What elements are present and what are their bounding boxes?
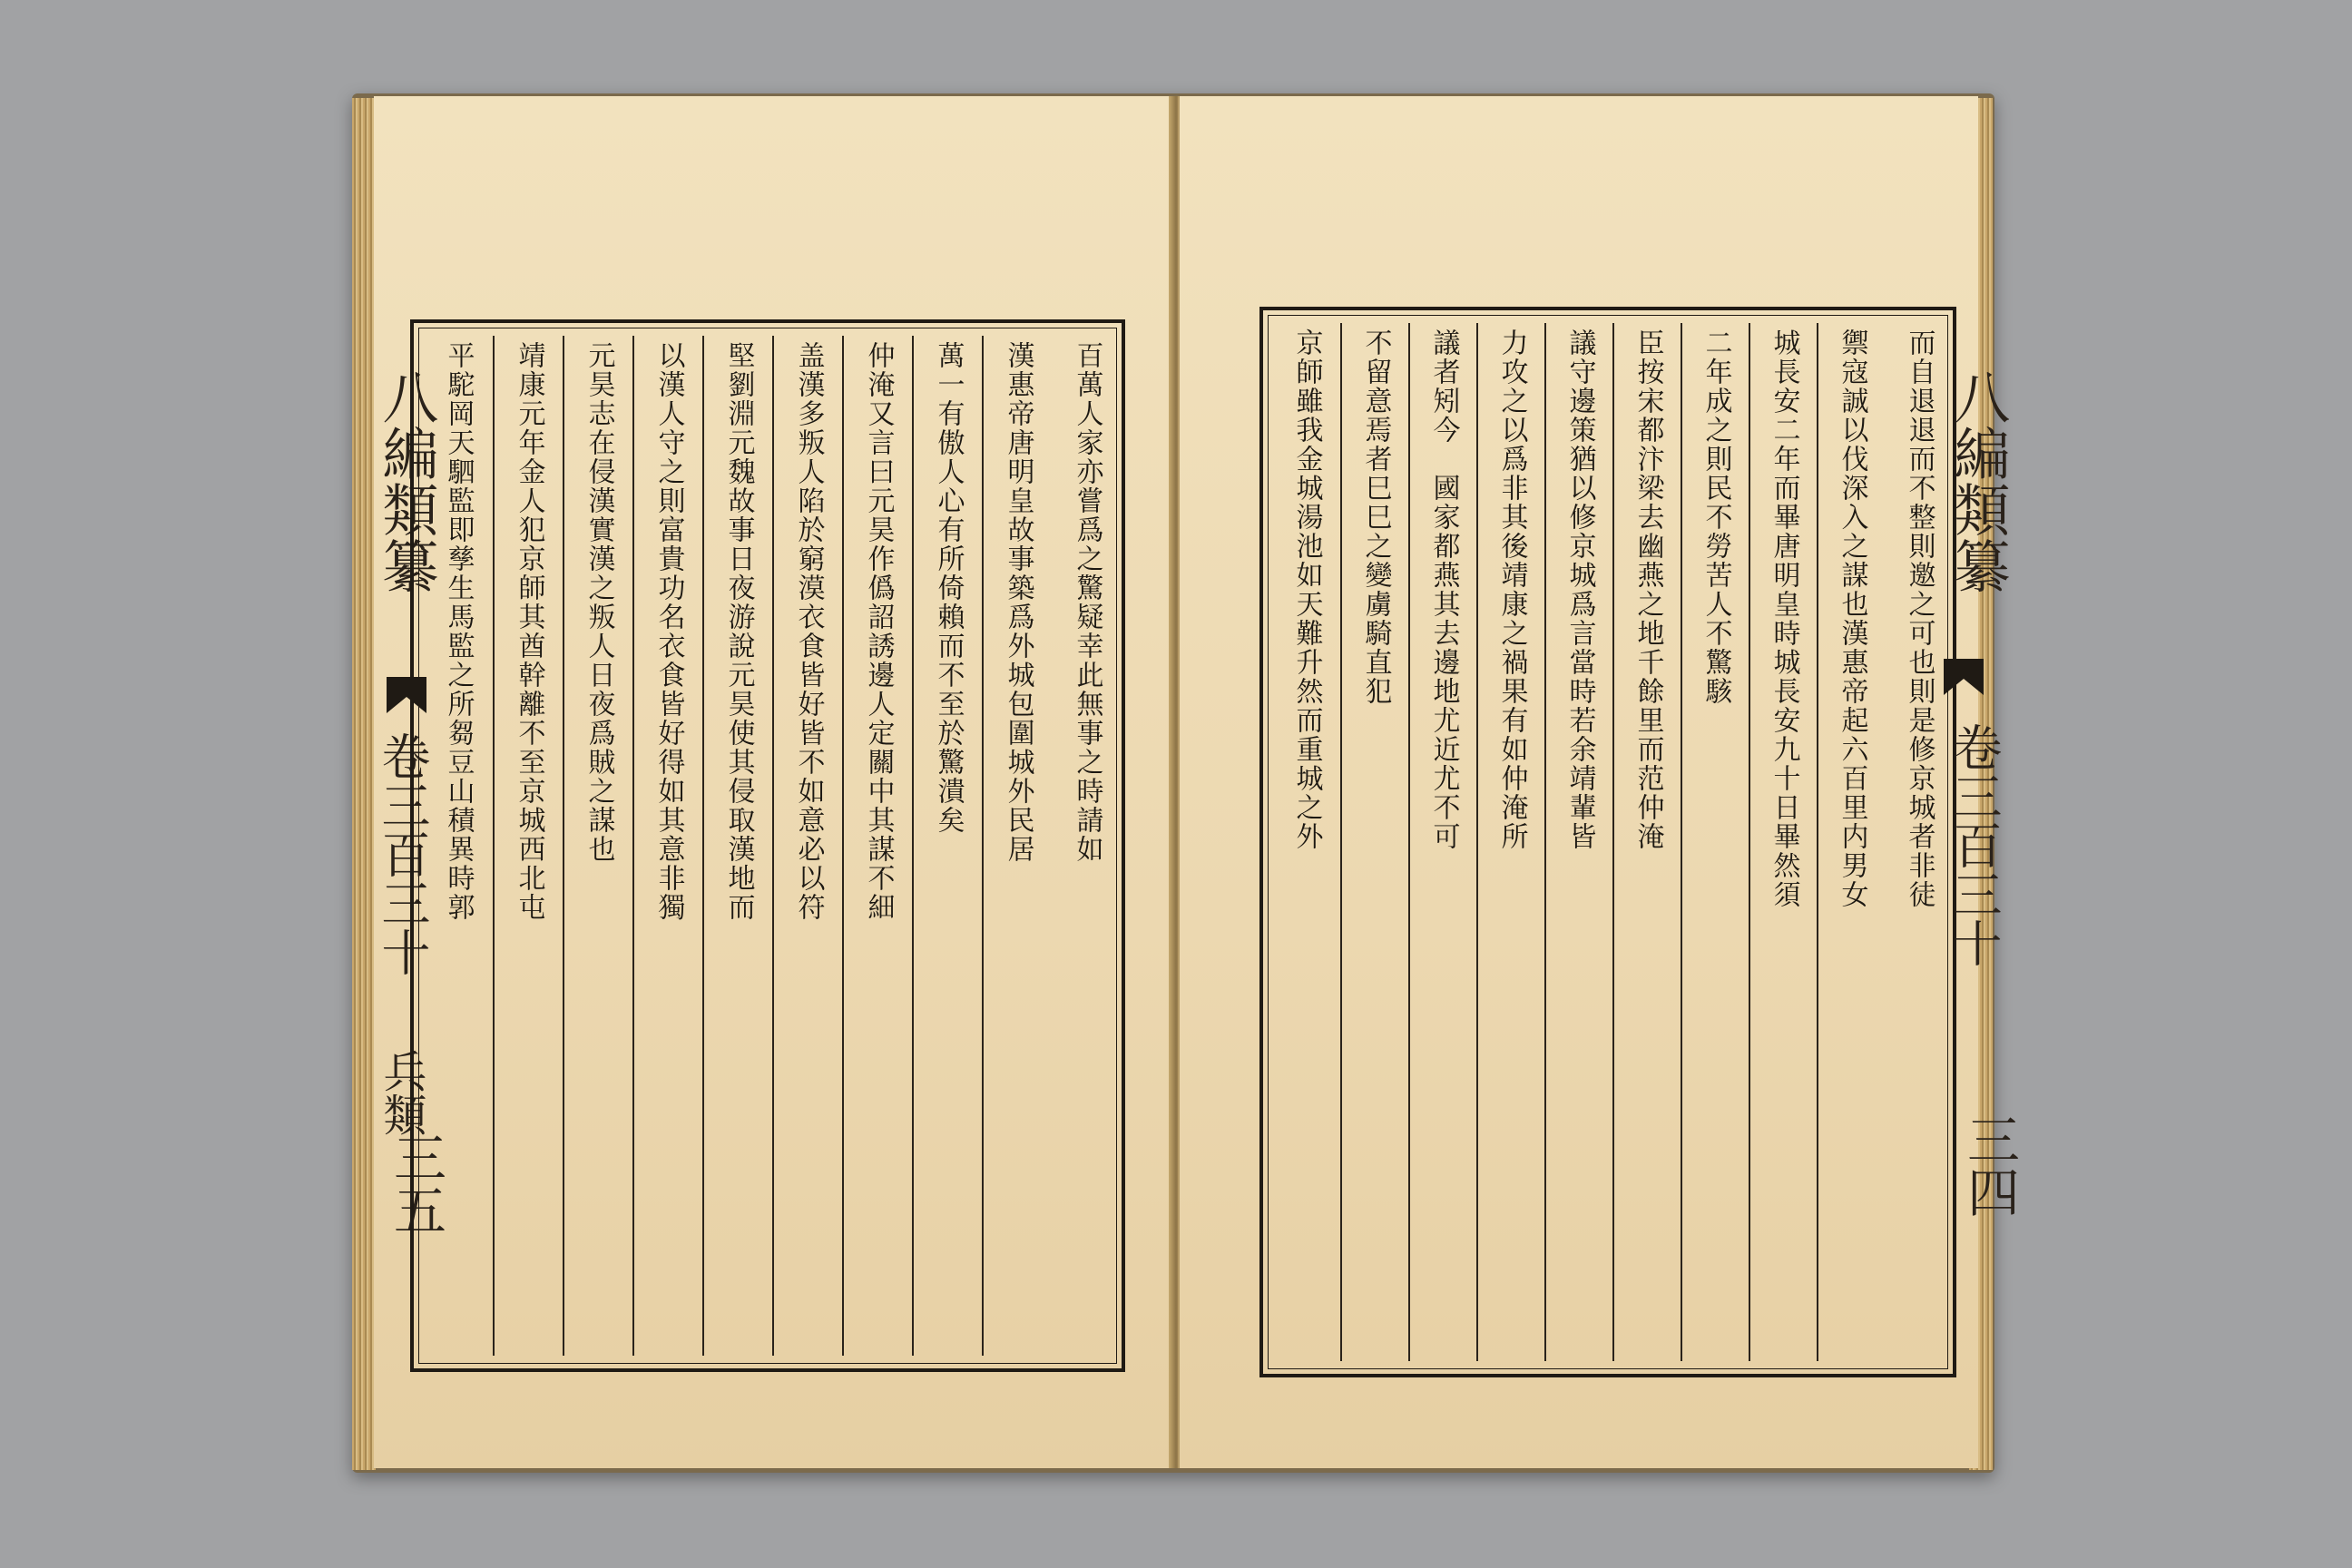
column-text: 二年成之則民不勞苦人不驚駭 [1700,328,1732,706]
text-column [563,336,632,1356]
column-text: 議守邊策猶以修京城爲言當時若余靖輩皆 [1563,328,1596,851]
text-column [702,336,772,1356]
text-column [1817,323,1885,1361]
column-text: 堅劉淵元魏故事日夜游說元昊使其侵取漢地而 [722,341,755,922]
text-column [1544,323,1612,1361]
column-text: 漢惠帝唐明皇故事築爲外城包圍城外民居 [1002,341,1034,864]
right-text-frame [1259,307,1956,1377]
left-margin-title: 八編類纂 [373,368,439,593]
text-column [1885,323,1953,1361]
column-text: 不留意焉者巳巳之變虜騎直犯 [1359,328,1392,706]
column-text: 萬一有傲人心有所倚賴而不至於驚潰矣 [932,341,965,835]
text-column [493,336,563,1356]
left-text-frame [410,319,1125,1372]
text-column [982,336,1052,1356]
column-text: 盖漢多叛人陷於窮漠衣食皆好皆不如意必以符 [792,341,825,922]
column-text: 以漢人守之則富貴功名衣食皆好得如其意非獨 [652,341,685,922]
text-column [1052,336,1122,1356]
text-column [1408,323,1476,1361]
right-folio: 三四 [1958,1112,2020,1218]
right-margin-volume: 卷三百三十 [1945,722,2003,967]
column-text: 臣按宋都汴梁去幽燕之地千餘里而范仲淹 [1632,328,1664,851]
fish-tail-mark [1944,659,1984,695]
column-text: 百萬人家亦嘗爲之驚疑幸此無事之時請如 [1071,341,1103,864]
text-column [1749,323,1817,1361]
text-column [1340,323,1408,1361]
text-column [842,336,912,1356]
column-text: 平駝岡天駟監即孳生馬監之所芻豆山積異時郭 [442,341,475,922]
text-column [1681,323,1749,1361]
column-text: 禦寇誠以伐深入之謀也漢惠帝起六百里内男女 [1836,328,1868,909]
text-column [1476,323,1544,1361]
column-text: 元昊志在侵漢實漢之叛人日夜爲賊之謀也 [583,341,615,864]
left-folio: 三五 [385,1131,446,1236]
text-column [1612,323,1681,1361]
text-column [632,336,702,1356]
left-margin-category: 兵類 [376,1049,426,1136]
column-text: 議者矧今 國家都燕其去邊地尤近尤不可 [1427,328,1460,851]
column-text: 仲淹又言曰元昊作僞詔誘邊人定關中其謀不細 [862,341,895,922]
text-column [1272,323,1340,1361]
text-column [423,336,493,1356]
right-page [1178,96,2020,1468]
column-text: 靖康元年金人犯京師其酋幹離不至京城西北屯 [513,341,545,922]
column-text: 力攻之以爲非其後靖康之禍果有如仲淹所 [1495,328,1528,851]
right-margin-title: 八編類纂 [1945,368,2011,593]
left-page-edge [352,98,376,1470]
text-column [772,336,842,1356]
column-text: 京師雖我金城湯池如天難升然而重城之外 [1290,328,1323,851]
left-margin-volume: 卷三百三十 [374,731,431,976]
column-text: 城長安二年而畢唐明皇時城長安九十日畢然須 [1768,328,1800,909]
left-page [374,96,1174,1468]
column-text: 而自退退而不整則邀之可也則是修京城者非徒 [1903,328,1936,909]
text-column [912,336,982,1356]
